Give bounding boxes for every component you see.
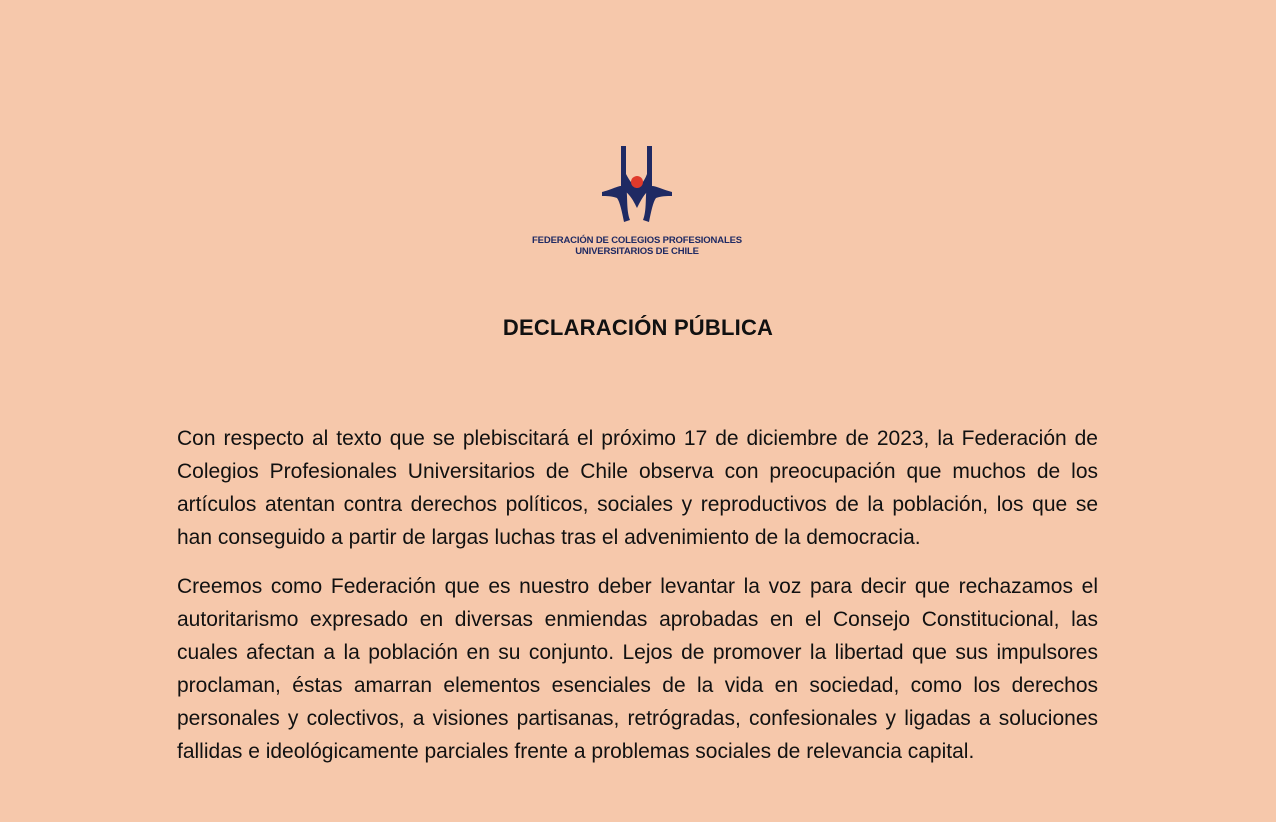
logo-text-line-2: UNIVERSITARIOS DE CHILE bbox=[575, 246, 699, 257]
logo-text-line-1: FEDERACIÓN DE COLEGIOS PROFESIONALES bbox=[532, 235, 742, 246]
body-paragraph-2: Creemos como Federación que es nuestro deber levantar la voz para decir que rechazamos el autoritarismo expresado en diversas enmiendas aprobadas en el Consejo Constitucional, las cuales afectan a la población en su conjunto. Lejos de promover la libertad que sus impulsores proclaman, éstas amarran elementos esenciales de la vida en sociedad, como los derechos personales y colectivos, a visiones partisanas, retrógradas, confesionales y ligadas a soluciones fallidas e ideológicamente parciales frente a problemas sociales de relevancia capital. bbox=[177, 575, 1098, 763]
federation-emblem-icon bbox=[600, 146, 674, 226]
document-title: DECLARACIÓN PÚBLICA bbox=[502, 315, 774, 340]
federation-logo bbox=[530, 140, 744, 270]
body-paragraph-1: Con respecto al texto que se plebiscitará el próximo 17 de diciembre de 2023, la Federación de Colegios Profesionales Universitarios de Chile observa con preocupación que muchos de los artículos atentan contra derechos políticos, sociales y reproductivos de la población, los que se han conseguido a partir de largas luchas tras el advenimiento de la democracia. bbox=[177, 427, 1098, 549]
